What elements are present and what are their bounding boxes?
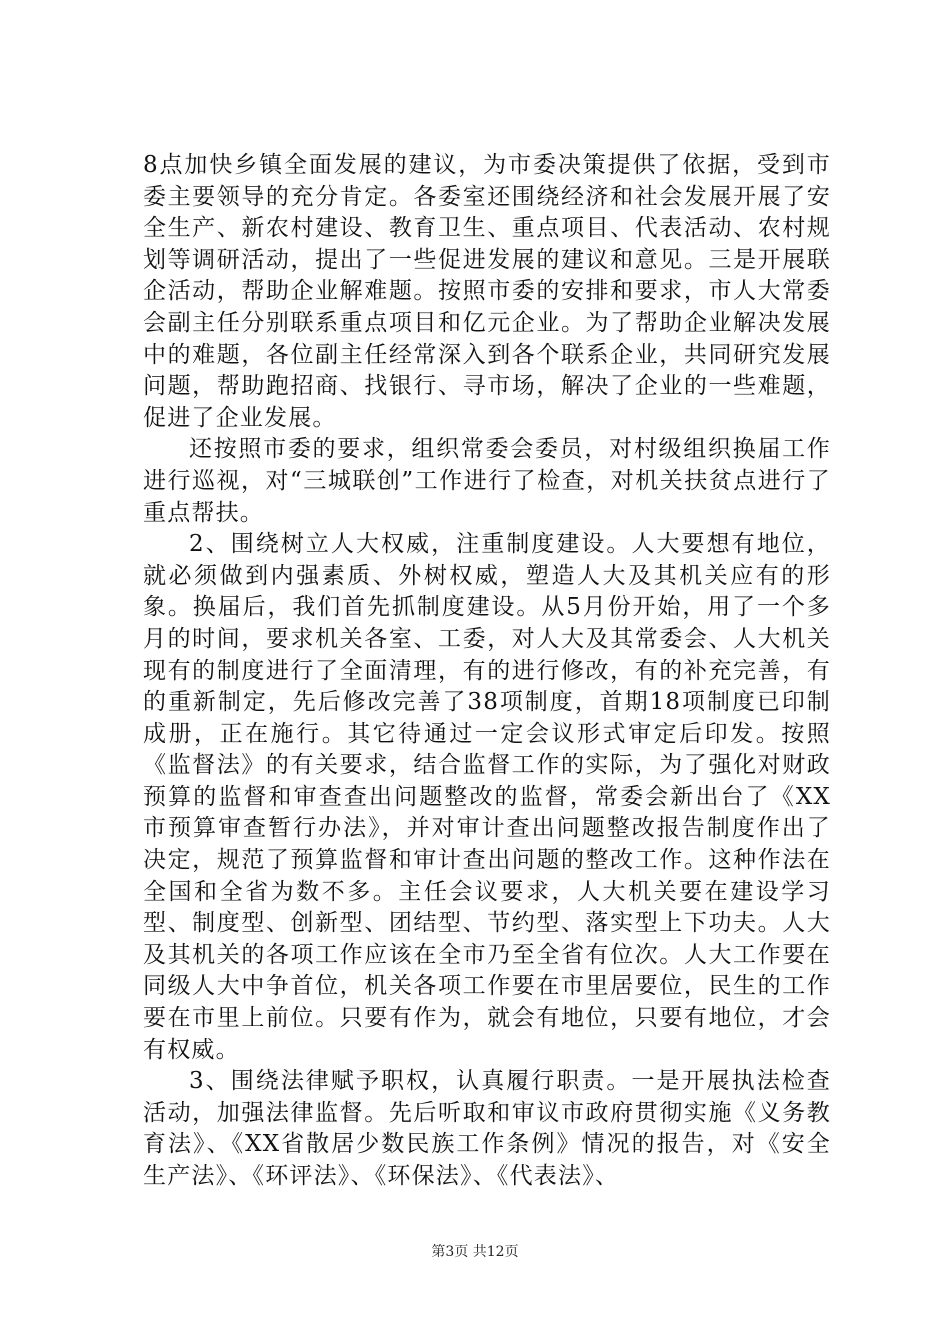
page-number-footer: 第3页 共12页: [431, 1244, 519, 1260]
paragraph-1: 8点加快乡镇全面发展的建议，为市委决策提供了依据，受到市委主要领导的充分肯定。各委室还围绕经济和社会发展开展了安全生产、新农村建设、教育卫生、重点项目、代表活动、农村规划等调研活动，提出了一些促进发展的建议和意见。三是开展联企活动，帮助企业解难题。按照市委的安排和要求，市人大常委会副主任分别联系重点项目和亿元企业。为了帮助企业解决发展中的难题，各位副主任经常深入到各个联系企业，共同研究发展问题，帮助跑招商、找银行、寻市场，解决了企业的一些难题，促进了企业发展。: [143, 152, 831, 431]
document-body: [143, 150, 831, 1193]
paragraph-4: 3、围绕法律赋予职权，认真履行职责。一是开展执法检查活动，加强法律监督。先后听取和审议市政府贯彻实施《义务教育法》、《XX省散居少数民族工作条例》情况的报告，对《安全生产法》、《环评法》、《环保法》、《代表法》、: [143, 1068, 831, 1189]
paragraph-3: 2、围绕树立人大权威，注重制度建设。人大要想有地位，就必须做到内强素质、外树权威，塑造人大及其机关应有的形象。换届后，我们首先抓制度建设。从5月份开始，用了一个多月的时间，要求机关各室、工委，对人大及其常委会、人大机关现有的制度进行了全面清理，有的进行修改，有的补充完善，有的重新制定，先后修改完善了38项制度，首期18项制度已印制成册，正在施行。其它待通过一定会议形式审定后印发。按照《监督法》的有关要求，结合监督工作的实际，为了强化对财政预算的监督和审查查出问题整改的监督，常委会新出台了《XX市预算审查暂行办法》，并对审计查出问题整改报告制度作出了决定，规范了预算监督和审计查出问题的整改工作。这种作法在全国和全省为数不多。主任会议要求，人大机关要在建设学习型、制度型、创新型、团结型、节约型、落实型上下功夫。人大及其机关的各项工作应该在全市乃至全省有位次。人大工作要在同级人大中争首位，机关各项工作要在市里居要位，民生的工作要在市里上前位。只要有作为，就会有地位，只要有地位，才会有权威。: [143, 531, 831, 1063]
paragraph-2: 还按照市委的要求，组织常委会委员，对村级组织换届工作进行巡视，对“三城联创”工作进行了检查，对机关扶贫点进行了重点帮扶。: [143, 436, 831, 526]
